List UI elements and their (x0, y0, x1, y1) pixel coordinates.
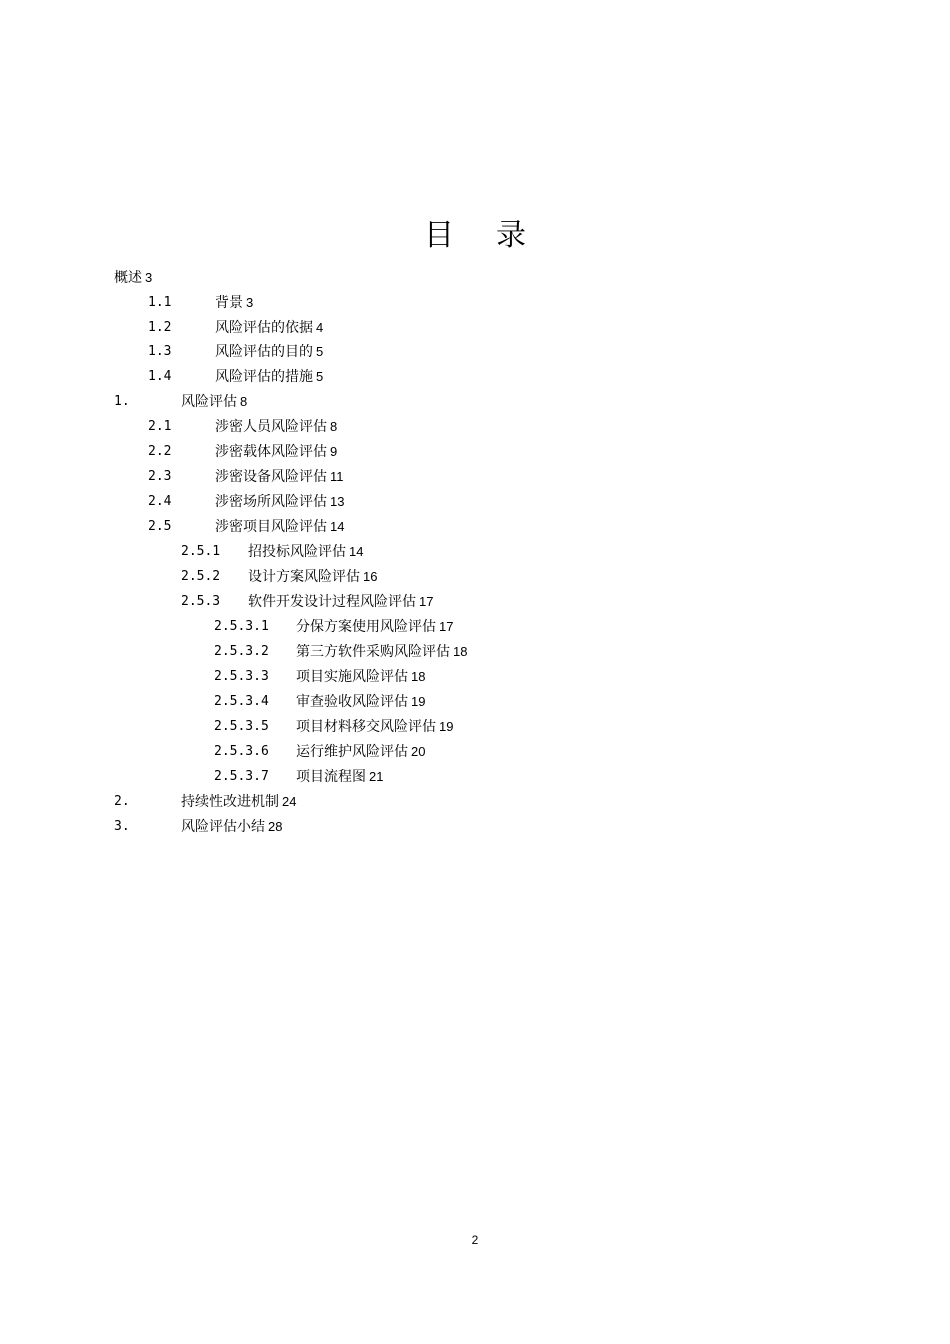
toc-entry-page: 3 (145, 270, 153, 285)
toc-entry-number: 2.5.3.7 (214, 769, 269, 784)
toc-entry-number: 2.5.3.4 (214, 694, 269, 709)
toc-entry-page: 8 (330, 419, 338, 434)
toc-entry-number: 2.4 (148, 494, 172, 509)
page-number: 2 (471, 1233, 479, 1247)
toc-entry-number: 3. (114, 819, 130, 834)
toc-entry-page: 3 (246, 295, 254, 310)
toc-entry-number: 2.5.3.6 (214, 744, 269, 759)
toc-entry-label: 风险评估的依据 (215, 320, 313, 336)
toc-entry-number: 2.5.3.3 (214, 669, 269, 684)
toc-entry-page: 4 (316, 320, 324, 335)
toc-entry-label: 项目流程图 (296, 769, 366, 785)
toc-entry-label: 风险评估的目的 (215, 344, 313, 360)
toc-entry-page: 5 (316, 369, 324, 384)
toc-entry-page: 13 (330, 494, 345, 509)
toc-entry-label: 招投标风险评估 (248, 544, 346, 560)
toc-entry-page: 28 (268, 819, 283, 834)
toc-entry-number: 2.5.3 (181, 594, 221, 609)
toc-entry-number: 2.5.2 (181, 569, 221, 584)
toc-entry-page: 20 (411, 744, 426, 759)
toc-entry-page: 24 (282, 794, 297, 809)
toc-entry-label: 涉密人员风险评估 (215, 419, 327, 435)
toc-entry-label: 风险评估小结 (181, 819, 265, 835)
toc-entry-number: 1.3 (148, 344, 172, 359)
toc-entry-page: 18 (453, 644, 468, 659)
toc-entry-number: 2.5.3.5 (214, 719, 269, 734)
toc-entry-number: 1.2 (148, 320, 172, 335)
toc-entry-page: 11 (330, 469, 344, 484)
toc-entry-number: 2.1 (148, 419, 172, 434)
toc-entry-label: 风险评估 (181, 394, 237, 410)
toc-entry-label: 分保方案使用风险评估 (296, 619, 436, 635)
toc-entry-page: 19 (411, 694, 426, 709)
toc-entry-label: 运行维护风险评估 (296, 744, 408, 760)
toc-entry-label: 背景 (215, 295, 243, 311)
toc-entry-label: 涉密载体风险评估 (215, 444, 327, 460)
toc-entry-label: 设计方案风险评估 (248, 569, 360, 585)
toc-entry-number: 2.5 (148, 519, 172, 534)
toc-entry-label: 风险评估的措施 (215, 369, 313, 385)
toc-entry-page: 8 (240, 394, 248, 409)
toc-entry-label: 审查验收风险评估 (296, 694, 408, 710)
toc-entry-label: 持续性改进机制 (181, 794, 279, 810)
toc-entry-label: 涉密设备风险评估 (215, 469, 327, 485)
toc-entry-number: 1.1 (148, 295, 172, 310)
toc-entry-label: 第三方软件采购风险评估 (296, 644, 450, 660)
toc-entry-page: 19 (439, 719, 454, 734)
toc-entry-label: 软件开发设计过程风险评估 (248, 594, 416, 610)
toc-entry-number: 2. (114, 794, 130, 809)
toc-entry-number: 1. (114, 394, 130, 409)
toc-entry-page: 17 (419, 594, 434, 609)
toc-entry-page: 14 (330, 519, 345, 534)
toc-title: 目录 (424, 218, 568, 253)
toc-entry-label: 概述 (114, 270, 142, 286)
toc-entry-number: 2.5.3.2 (214, 644, 269, 659)
toc-entry-label: 涉密项目风险评估 (215, 519, 327, 535)
toc-entry-page: 14 (349, 544, 364, 559)
toc-entry-page: 5 (316, 344, 324, 359)
toc-entry-number: 2.2 (148, 444, 172, 459)
toc-entry-page: 16 (363, 569, 378, 584)
toc-entry-page: 9 (330, 444, 338, 459)
toc-entry-number: 1.4 (148, 369, 172, 384)
toc-entry-label: 涉密场所风险评估 (215, 494, 327, 510)
toc-entry-page: 17 (439, 619, 454, 634)
toc-entry-number: 2.5.1 (181, 544, 221, 559)
toc-entry-page: 18 (411, 669, 426, 684)
toc-entry-label: 项目实施风险评估 (296, 669, 408, 685)
toc-entry-number: 2.3 (148, 469, 172, 484)
toc-entry-number: 2.5.3.1 (214, 619, 269, 634)
toc-entry-page: 21 (369, 769, 384, 784)
toc-entry-label: 项目材料移交风险评估 (296, 719, 436, 735)
